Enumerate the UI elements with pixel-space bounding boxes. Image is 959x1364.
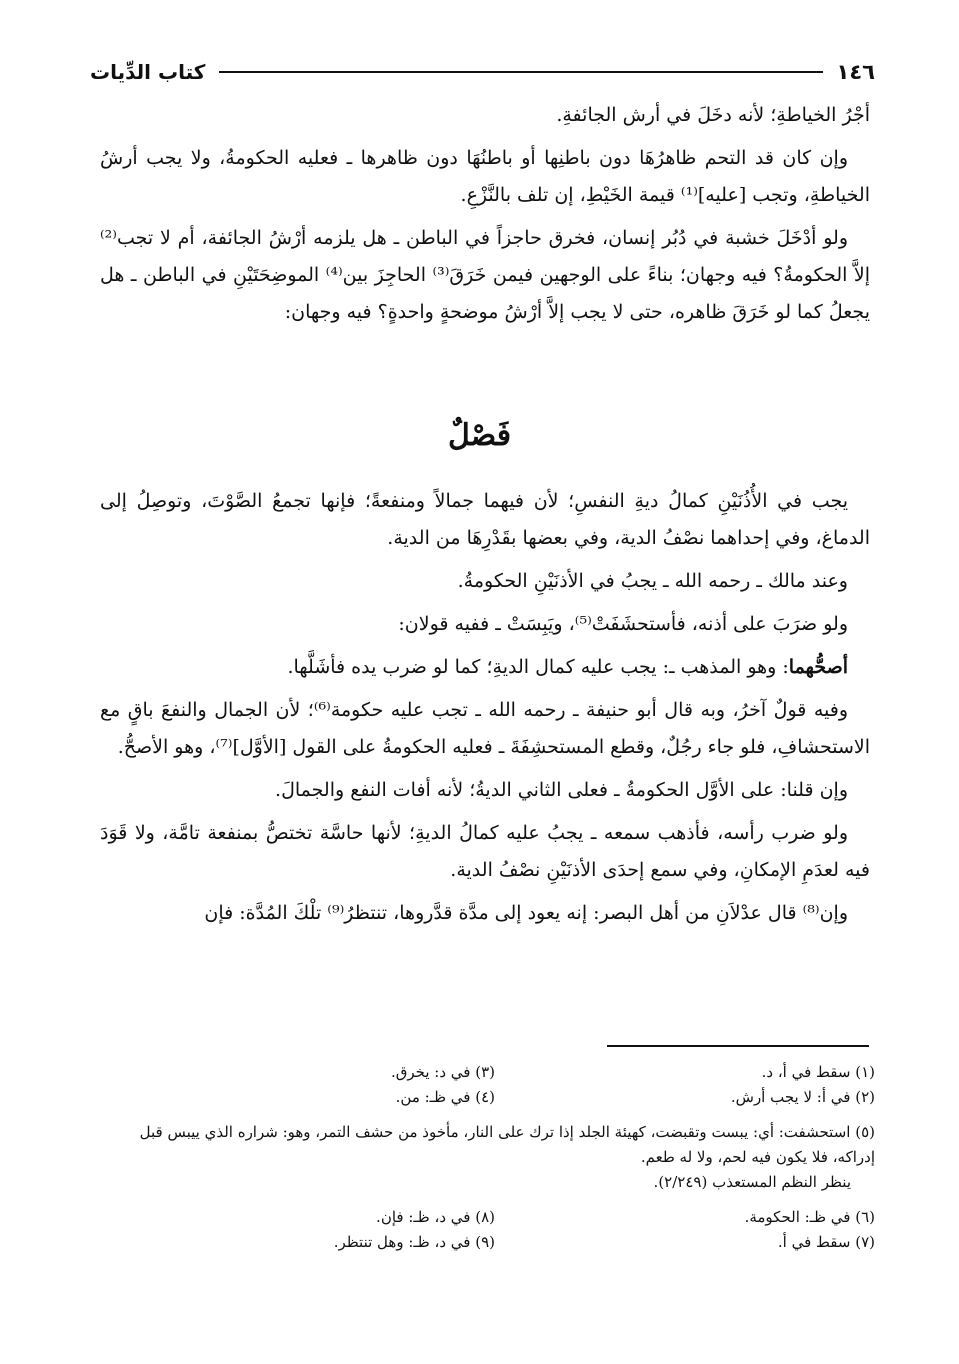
- paragraph: أجْرُ الخياطةِ؛ لأنه دخَلَ في أرش الجائفةِ.: [556, 104, 870, 126]
- header-rule: [219, 71, 822, 73]
- footnote-row: [100, 1085, 875, 1110]
- footnote: (٣) في د: يخرق.: [390, 1063, 495, 1081]
- footnote: (١) سقط في أ، د.: [761, 1063, 875, 1081]
- footnote: (٨) في د، ظـ: فإن.: [376, 1208, 495, 1226]
- footnote-row: [100, 1060, 875, 1085]
- footnote-row: [100, 1205, 875, 1230]
- paragraph-bold-lead: [100, 649, 870, 686]
- paragraph: ولو ضرَبَ على أذنه، فأستحشَفَتْ⁽⁵⁾، ويَبِسَتْ ـ ففيه قولان:: [398, 613, 848, 635]
- paragraph: ولو ضرب رأسه، فأذهب سمعه ـ يجبُ عليه كمالُ الديةِ؛ لأنها حاسَّة تختصُّ بمنفعة تامَّة، ولا قَوَدَ فيه لعدَمِ الإمكانِ، وفي سمع إحدَى الأذنَيْنِ نصْفُ الدية.: [100, 822, 870, 881]
- paragraph: وعند مالك ـ رحمه الله ـ يجبُ في الأذنَيْنِ الحكومةُ.: [457, 570, 848, 592]
- footnote: (٥) استحشفت: أي: يبست وتقبضت، كهيئة الجلد إذا ترك على النار، مأخوذ من حشف التمر، وهو: شراره الذي ييبس قبل إدراكه، فلا يكون فيه لحم، ولا له طعم.: [139, 1123, 875, 1166]
- footnote-row: [100, 1230, 875, 1255]
- paragraph: ولو أدْخَلَ خشبة في دُبُر إنسان، فخرق حاجزاً في الباطن ـ هل يلزمه أرْشُ الجائفة، أم لا تجب⁽²⁾ إلاَّ الحكومةُ؟ فيه وجهان؛ بناءً على الوجهين فيمن خَرَقَ⁽³⁾ الحاجِزَ بين⁽⁴⁾ الموضِحَتَيْنِ في الباطن ـ هل يجعلُ كما لو خَرَقَ ظاهره، حتى لا يجب إلاَّ أرْشُ موضحةٍ واحدةٍ؟ فيه وجهان:: [100, 227, 870, 323]
- footnote: (٧) سقط في أ.: [777, 1233, 875, 1251]
- footnote: (٢) في أ: لا يجب أرش.: [730, 1088, 875, 1106]
- paragraph: يجب في الأُذُنَيْنِ كمالُ ديةِ النفسِ؛ لأن فيهما جمالاً ومنفعةً؛ فإنها تجمعُ الصَّوْتَ، وتوصِلُ إلى الدماغ، وفي إحداهما نصْفُ الدية، وفي بعضها بقَدْرِهَا من الدية.: [100, 490, 870, 549]
- section-title: فَصْلٌ: [447, 418, 512, 453]
- footnote: (٦) في ظـ: الحكومة.: [744, 1208, 875, 1226]
- text-block-top: [100, 97, 870, 331]
- book-title: كتاب الدِّيات: [90, 60, 206, 84]
- paragraph-rest: : وهو المذهب ـ: يجب عليه كمال الديةِ؛ كما لو ضرب يده فأشَلَّها.: [287, 656, 789, 678]
- bold-lead-word: أصحُّهما: [788, 656, 848, 678]
- paragraph: وفيه قولٌ آخرُ، وبه قال أبو حنيفة ـ رحمه الله ـ تجب عليه حكومة⁽⁶⁾؛ لأن الجمال والنفعَ باقٍ مع الاستحشافِ، فلو جاء رجُلٌ، وقطع المستحشِفَةَ ـ فعليه الحكومةُ على القول [الأوَّل]⁽⁷⁾، وهو الأصحُّ.: [100, 699, 870, 758]
- text-block-section: [100, 483, 870, 932]
- running-header: [90, 55, 875, 89]
- footnote-rule: [607, 1045, 869, 1047]
- footnote: (٤) في ظـ: من.: [395, 1088, 495, 1106]
- paragraph: وإن قلنا: على الأوَّل الحكومةُ ـ فعلى الثاني الديةُ؛ لأنه أفات النفع والجمالَ.: [275, 779, 848, 801]
- paragraph: وإن⁽⁸⁾ قال عدْلاَنِ من أهل البصر: إنه يعود إلى مدَّة قدَّروها، تنتظرُ⁽⁹⁾ تلْكَ المُدَّة: فإن: [204, 902, 848, 924]
- paragraph: وإن كان قد التحم ظاهرُهَا دون باطنِها أو باطنُهَا دون ظاهرها ـ فعليه الحكومةُ، ولا يجب أرشُ الخياطةِ، وتجب [عليه]⁽¹⁾ قيمة الخَيْطِ، إن تلف بالنَّزْعِ.: [100, 147, 870, 206]
- footnote-continuation: ينظر النظم المستعذب (٢/٢٤٩).: [653, 1173, 851, 1191]
- page-number: ١٤٦: [836, 60, 875, 84]
- footnote: (٩) في د، ظـ: وهل تنتظر.: [333, 1233, 495, 1251]
- footnotes: [100, 1060, 875, 1255]
